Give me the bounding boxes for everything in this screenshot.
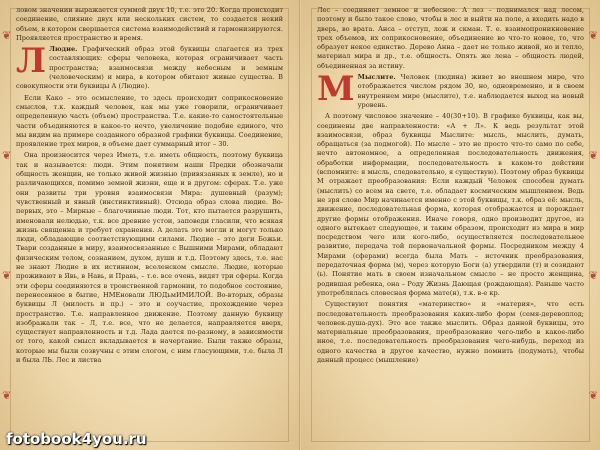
left-page-text bbox=[16, 6, 283, 436]
keyword: Людие. bbox=[49, 45, 78, 54]
ornament-icon: ❦ bbox=[2, 29, 12, 42]
ornament-icon: ❦ bbox=[588, 269, 598, 282]
ornament-icon: ❦ bbox=[2, 389, 12, 402]
paragraph bbox=[16, 41, 283, 91]
paragraph: Она произносится через Иметь, т.е. иметь общность, поэтому буквица так и называется: люди. Этим понятием наши Предки обозначали общность женщин, не только живой жизнью (привязанных к земле), но и различающихся, помимо земной жизни, еще и в другом: сферах. Т.е. уже они развиты три уровня взаимосвязи Мира: душевный (разум); чувственный и явный (инстинктивный). Отсюда образ слова людие. Во-первых, это – Мирные – благочинные люди. Тот, кто пытается разрушить, именовали нелюдью, т.к. все древние устои, заповеди гласили, что всякая жизнь священна и требует охранения. А делать это могли и могут только люди, обладающие соответствующими силами. Людие – это деги Божьи. Твари созданные в миру, взаимосвязанные с Вышними Мирами, обладают физическим телом, сознанием, духом, души и т.д. Поэтому здесь, т.е. нас не знают Людие в их истинном, вселенском смысле. Людие, которые проживают в Явь, в Навь, и Правь, – т.е. все очень, видят три сферы. Когда эти сферы соединяются в троиственной гармонии, то подобное состояние, перенесенное в бытие, НМЕновали ЛЮДьмИМИЛОЙ. Во-вторых, образы буквицы Л (милость и пр.) – это и соучастие, прохождение через пространство. Т.е. направленное движение. Поэтому данную буквицу изображали так – Л, т.е. все, что не делается, направляется вверх, существует направленность и т.д. Лада дается по-разному, в зависимости от того, какой смысл вкладывается в начертание. Были также образы, которые мы были созвучны с этим слогом, с ним гласующими, т.е. была Л и была ЛЬ. Лес и листва bbox=[16, 151, 283, 364]
ornament-icon: ❦ bbox=[588, 29, 598, 42]
keyword: Мыслите. bbox=[357, 73, 396, 82]
paragraph: А поэтому числовое значение – 40(30+10). В графике буквицы, как вы, соединены две направленности: «А + Л». К ведь результат этой взаимосвязи, образ буквицы Мыслите: мысль, мыслить, думать, обращаться (за подмогой). По мысле – это не просто что-то само по себе, нечто автономное, а определенная последовательность движения, обработки информации, последовательность в каком-то действии (вспомните: я мысль, следовательно, я существую). Поэтому образ буквицы М отражает преобразования: Если каждый Человек способен думать (мыслить) со всем на свете, т.е. обладает космическим мышлением. Ведь не зря слово Мир начинается именно с этой буквицы, т.к. образ её: мысль, движение, последовательная форма, которая отображается и порождает другие формы отображения. Иначе говоря, одно производит другое, из одного вытекает следующее, и таким образом, происходит из мира в мир посредством чего или кого-либо, осуществляется последовательное развитие, передача той первоначальной формы. Посредником между 4 Мирами (сферами) всегда была Мать – источник преобразования, передаточная форма (м), через которую Боги (а) утвердили (т) и созидают (ь). Понятие мать в своем изначальном смысле – не просто женщина, родившая ребенка, она – Роду Жизнь Дающая (рождающая). Раньше часто употреблялась словесная форма мате(н), т.к. в-е кр. bbox=[317, 112, 584, 297]
paragraph: Существуют понятия «материнство» и «материя», что есть последовательность преобразования каких-либо форм (семя-деревоплод; человек-душа-дух). Это все также мыслить. Образ данной буквицы, это материальные преобразования, преобразование чего-либо в какое-либо иное, т.е. последовательность преобразования чего-нибудь, переход из одного качества в другое качество, нужно помнить (подумать), чтобы данный процесс (мышление) bbox=[317, 300, 584, 364]
ornament-icon: ❦ bbox=[2, 269, 12, 282]
paragraph: Лес – соединяет земное и небесное. А лез – поднимался над лесом, поэтому и было такое слово, чтобы в лес и выйти на поле, а входить надо в дверь, во врата. Анса – отступ, лож и скман. Т. е. взаимопроникновение трех объемов, их соприкосновение, объединение во что-то новое, то, что образует некое единство. Дерево Анна – дает не только живой, но и тепло, материал мира и др., т.е. общность. Опять же лена – общность людей, объединенная за истину. bbox=[317, 6, 584, 70]
paragraph-text: Графический образ этой буквицы слагается из трех составляющих: сферы человека, которая ограничивает часть пространства; взаимосвязи между небесным и земным (человеческим) и мира, в котором обитают живые существа. В совокупности эти буквицы А (Людие). bbox=[16, 45, 283, 91]
right-page bbox=[300, 0, 600, 450]
paragraph: Если Како – это осмысление, то здесь происходит соприкосновение смыслов, т.к. каждый человек, как мы уже говорили, ограничивает определенную часть (объем) пространства. Т.е. какие-то самостоятельные части объединяются в какое-то нечто, увеличение подобие единого, что мы видим на примере созданного образной графики буквицы. Соединение, проявление трех миров, в объеме дает суммарный итог – 30. bbox=[16, 93, 283, 149]
paragraph: ловом значении выражается суммой двух 10, т.е. это 20. Когда происходит соединение, слияние двух или нескольких систем, то создается некий объем, в котором свершается система взаимодействий и гармонизируются. Проявляется пространство и время. bbox=[16, 6, 283, 42]
paragraph bbox=[317, 69, 584, 110]
drop-cap: Л bbox=[16, 41, 47, 82]
ornament-icon: ❦ bbox=[588, 149, 598, 162]
ornament-icon: ❦ bbox=[2, 149, 12, 162]
drop-cap: М bbox=[317, 69, 355, 110]
paragraph-text: Человек (людина) живет во внешнем мире, что отображается числом рядом 30, но, одновременно, и в своем внутреннем мире (мыслите), т.е. наблюдается выход на новый уровень. bbox=[357, 73, 584, 109]
watermark: fotobook4you.ru bbox=[6, 430, 147, 448]
ornament-icon: ❦ bbox=[588, 389, 598, 402]
right-page-text bbox=[317, 6, 584, 436]
